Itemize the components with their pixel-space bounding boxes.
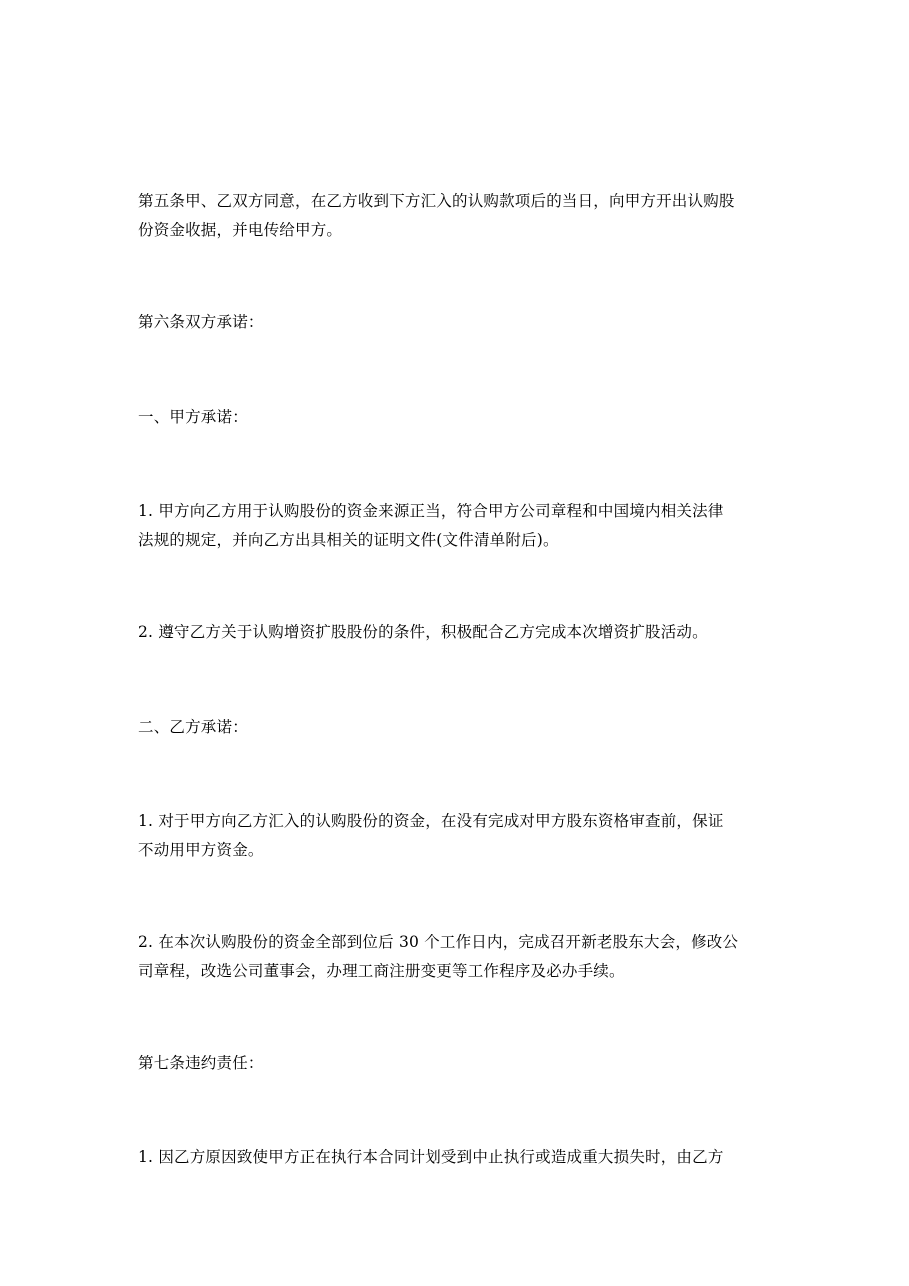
text-line: 法规的规定，并向乙方出具相关的证明文件(文件清单附后)。 [138,531,559,549]
article-7-heading [138,1049,778,1078]
text-line: 1. 甲方向乙方用于认购股份的资金来源正当，符合甲方公司章程和中国境内相关法律 [138,502,724,520]
party-b-item-1 [138,807,778,865]
article-6-heading [138,308,778,337]
party-b-item-2 [138,928,778,986]
text-line: 司章程，改选公司董事会，办理工商注册变更等工作程序及必办手续。 [138,962,625,980]
text-line: 二、乙方承诺： [138,718,248,736]
text-line: 不动用甲方资金。 [138,841,264,859]
text-line: 第七条违约责任： [138,1054,264,1072]
text-line: 2. 在本次认购股份的资金全部到位后 30 个工作日内，完成召开新老股东大会，修改公 [138,933,739,951]
text-line: 2. 遵守乙方关于认购增资扩股股份的条件，积极配合乙方完成本次增资扩股活动。 [138,623,708,641]
party-b-commitments-heading [138,713,778,742]
party-a-item-1 [138,497,778,555]
party-a-commitments-heading [138,403,778,432]
breach-item-1 [138,1143,778,1172]
article-5-paragraph [138,187,778,245]
text-line: 1. 因乙方原因致使甲方正在执行本合同计划受到中止执行或造成重大损失时，由乙方 [138,1148,724,1166]
text-line: 1. 对于甲方向乙方汇入的认购股份的资金，在没有完成对甲方股东资格审查前，保证 [138,812,724,830]
party-a-item-2 [138,618,778,647]
text-line: 第六条双方承诺： [138,313,264,331]
text-line: 份资金收据，并电传给甲方。 [138,221,343,239]
text-line: 第五条甲、乙双方同意，在乙方收到下方汇入的认购款项后的当日，向甲方开出认购股 [138,192,735,210]
text-line: 一、甲方承诺： [138,408,248,426]
